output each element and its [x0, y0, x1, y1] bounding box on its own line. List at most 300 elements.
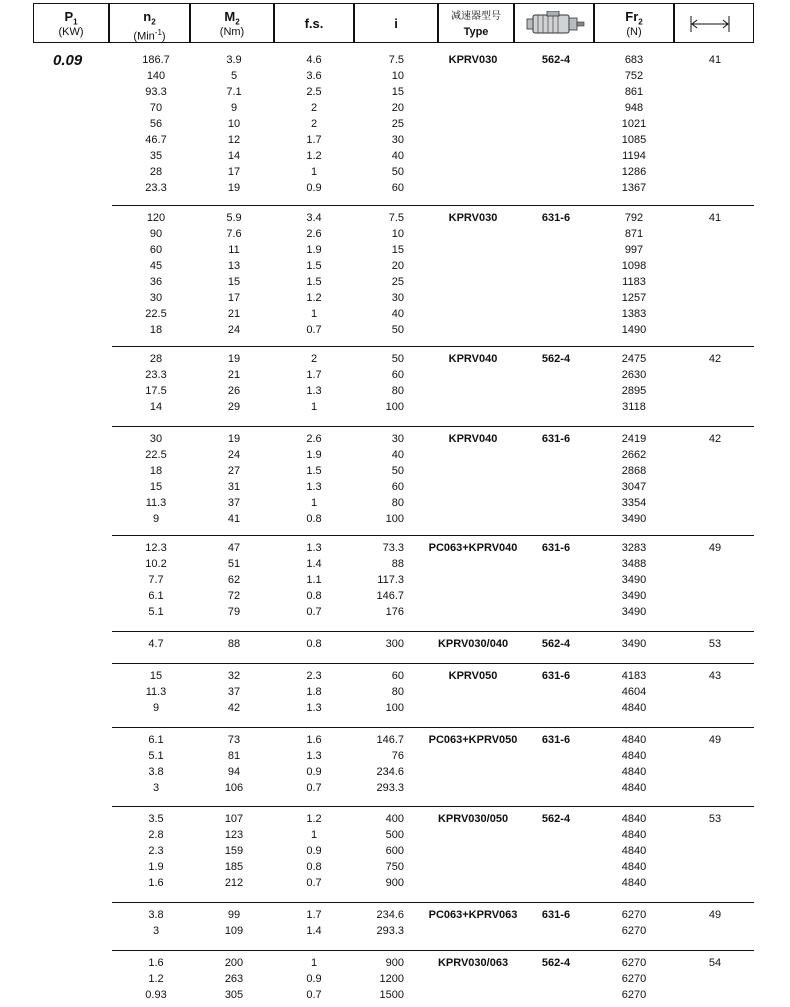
header-i	[354, 3, 438, 43]
m2-cell: 10	[227, 118, 241, 130]
fr2-cell: 3488	[621, 558, 647, 570]
n2-cell: 17.5	[145, 385, 167, 397]
n2-cell: 28	[149, 166, 163, 178]
m2-cell: 13	[227, 260, 241, 272]
m2-sub: 2	[235, 17, 240, 27]
fs-cell: 0.8	[306, 590, 322, 602]
fs-cell: 0.8	[306, 638, 322, 650]
fs-cell: 0.7	[306, 606, 322, 618]
header-m2	[190, 3, 274, 43]
fr2-cell: 4840	[621, 702, 647, 714]
n2-cell: 1.9	[148, 861, 164, 873]
m2-cell: 5	[230, 70, 238, 82]
fs-cell: 1.4	[306, 925, 322, 937]
i-cell: 76	[391, 750, 404, 762]
n2-cell: 1.2	[148, 973, 164, 985]
dimension-arrow-icon	[689, 14, 731, 34]
type-cell: PC063+KPRV063	[428, 909, 518, 921]
m2-cell: 7.1	[226, 86, 242, 98]
page-cell: 42	[708, 353, 722, 365]
m2-cell: 41	[227, 513, 241, 525]
fr2-cell: 4840	[621, 829, 647, 841]
fs-cell: 1	[310, 401, 318, 413]
fr2-cell: 3490	[621, 590, 647, 602]
fs-cell: 1.5	[306, 276, 322, 288]
fr2-cell: 3490	[621, 574, 647, 586]
m2-cell: 24	[227, 324, 241, 336]
m2-cell: 32	[227, 670, 241, 682]
page-cell: 53	[708, 813, 722, 825]
header-dimension	[674, 3, 754, 43]
motor-cell: 562-4	[541, 957, 571, 969]
i-cell: 80	[391, 686, 404, 698]
m2-label: M	[224, 9, 236, 24]
n2-cell: 9	[152, 513, 160, 525]
m2-cell: 81	[227, 750, 241, 762]
m2-cell: 9	[230, 102, 238, 114]
n2-cell: 15	[149, 670, 163, 682]
n2-cell: 22.5	[145, 449, 167, 461]
m2-cell: 19	[227, 433, 241, 445]
n2-cell: 23.3	[145, 182, 167, 194]
fr2-cell: 4840	[621, 766, 647, 778]
m2-cell: 159	[224, 845, 244, 857]
i-cell: 234.6	[376, 909, 404, 921]
fr2-cell: 1194	[622, 150, 646, 162]
fr2-cell: 1085	[621, 134, 647, 146]
fr2-cell: 1490	[621, 324, 647, 336]
group-divider	[112, 631, 754, 632]
n2-cell: 56	[149, 118, 163, 130]
m2-cell: 109	[224, 925, 244, 937]
n2-cell: 2.8	[148, 829, 164, 841]
fr2-cell: 792	[624, 212, 644, 224]
fs-cell: 1	[310, 497, 318, 509]
i-cell: 100	[385, 401, 404, 413]
i-cell: 60	[391, 369, 404, 381]
fr2-cell: 4840	[621, 813, 647, 825]
fs-cell: 2.6	[306, 228, 322, 240]
fs-cell: 1.9	[306, 449, 322, 461]
m2-cell: 27	[227, 465, 241, 477]
fr2-cell: 4840	[621, 734, 647, 746]
m2-cell: 305	[224, 989, 244, 1001]
i-cell: 146.7	[376, 734, 404, 746]
i-cell: 25	[391, 276, 404, 288]
n2-cell: 7.7	[148, 574, 164, 586]
group-divider	[112, 535, 754, 536]
m2-cell: 17	[227, 166, 241, 178]
fr2-cell: 1098	[621, 260, 647, 272]
header-motor	[514, 3, 594, 43]
page-cell: 54	[708, 957, 722, 969]
n2-cell: 18	[149, 465, 163, 477]
n2-cell: 22.5	[145, 308, 167, 320]
m2-cell: 200	[224, 957, 244, 969]
m2-cell: 42	[227, 702, 241, 714]
m2-cell: 5.9	[226, 212, 242, 224]
i-cell: 50	[391, 324, 404, 336]
i-cell: 900	[385, 877, 404, 889]
page-cell: 42	[708, 433, 722, 445]
fr2-label: Fr	[625, 9, 639, 24]
fr2-unit: (N)	[626, 26, 642, 38]
motor-cell: 631-6	[541, 542, 571, 554]
i-cell: 30	[391, 134, 404, 146]
m2-cell: 15	[227, 276, 241, 288]
fr2-cell: 3490	[621, 606, 647, 618]
fr2-cell: 1367	[621, 182, 647, 194]
fr2-cell: 1183	[622, 276, 646, 288]
group-divider	[112, 727, 754, 728]
m2-cell: 17	[227, 292, 241, 304]
fs-cell: 1.6	[306, 734, 322, 746]
fs-cell: 2.6	[306, 433, 322, 445]
m2-cell: 212	[224, 877, 244, 889]
n2-sub: 2	[151, 17, 156, 27]
fr2-cell: 752	[624, 70, 644, 82]
m2-cell: 37	[227, 686, 241, 698]
i-cell: 73.3	[382, 542, 404, 554]
fr2-cell: 3490	[621, 513, 647, 525]
i-cell: 1200	[379, 973, 404, 985]
i-cell: 60	[391, 182, 404, 194]
fr2-cell: 6270	[621, 973, 647, 985]
header-fr2	[594, 3, 674, 43]
fr2-cell: 2419	[621, 433, 647, 445]
fr2-cell: 1286	[621, 166, 647, 178]
m2-cell: 24	[227, 449, 241, 461]
m2-cell: 73	[227, 734, 241, 746]
fs-cell: 1	[310, 166, 318, 178]
n2-cell: 14	[149, 401, 163, 413]
i-cell: 50	[391, 353, 404, 365]
fs-cell: 1.2	[306, 150, 322, 162]
motor-cell: 631-6	[541, 433, 571, 445]
fs-cell: 1.8	[306, 686, 322, 698]
type-label-cn: 减速器型号	[451, 11, 501, 22]
n2-cell: 1.6	[148, 877, 164, 889]
fs-cell: 1.2	[306, 292, 322, 304]
fr2-cell: 1021	[621, 118, 647, 130]
i-cell: 293.3	[376, 782, 404, 794]
i-cell: 88	[391, 558, 404, 570]
group-divider	[112, 663, 754, 664]
motor-cell: 631-6	[541, 734, 571, 746]
fs-label: f.s.	[304, 16, 324, 31]
type-cell: PC063+KPRV050	[428, 734, 518, 746]
p1-unit: (KW)	[58, 26, 84, 38]
m2-cell: 123	[224, 829, 244, 841]
i-cell: 293.3	[376, 925, 404, 937]
motor-cell: 562-4	[541, 54, 571, 66]
m2-cell: 21	[227, 308, 241, 320]
group-divider	[112, 205, 754, 206]
motor-cell: 631-6	[541, 212, 571, 224]
n2-cell: 3	[152, 925, 160, 937]
fs-cell: 3.6	[306, 70, 322, 82]
fr2-cell: 4840	[621, 861, 647, 873]
n2-cell: 11.3	[145, 497, 167, 509]
motor-cell: 631-6	[541, 670, 571, 682]
i-cell: 500	[385, 829, 404, 841]
n2-cell: 28	[149, 353, 163, 365]
i-cell: 50	[391, 465, 404, 477]
header-fs	[274, 3, 354, 43]
power-value: 0.09	[53, 52, 83, 69]
m2-cell: 29	[227, 401, 241, 413]
n2-cell: 30	[149, 292, 163, 304]
fr2-cell: 4840	[621, 845, 647, 857]
motor-cell: 562-4	[541, 638, 571, 650]
motor-cell: 631-6	[541, 909, 571, 921]
n2-cell: 3.8	[148, 909, 164, 921]
fs-cell: 0.8	[306, 513, 322, 525]
page-cell: 53	[708, 638, 722, 650]
i-cell: 117.3	[377, 574, 404, 586]
n2-cell: 6.1	[148, 734, 164, 746]
type-cell: KPRV030/050	[437, 813, 509, 825]
i-label: i	[394, 16, 398, 31]
fr2-cell: 683	[624, 54, 644, 66]
group-divider	[112, 806, 754, 807]
i-cell: 176	[385, 606, 404, 618]
type-cell: KPRV030	[448, 212, 498, 224]
i-cell: 20	[391, 260, 404, 272]
m2-cell: 12	[227, 134, 241, 146]
fr2-cell: 997	[624, 244, 644, 256]
fs-cell: 1	[310, 957, 318, 969]
type-label: Type	[463, 26, 489, 38]
m2-cell: 51	[227, 558, 241, 570]
p1-label: P	[64, 9, 74, 24]
m2-cell: 263	[224, 973, 244, 985]
group-divider	[112, 902, 754, 903]
page-cell: 49	[708, 542, 722, 554]
i-cell: 60	[391, 481, 404, 493]
n2-cell: 11.3	[145, 686, 167, 698]
n2-cell: 120	[146, 212, 166, 224]
i-cell: 10	[391, 228, 404, 240]
i-cell: 25	[391, 118, 404, 130]
i-cell: 146.7	[376, 590, 404, 602]
m2-cell: 3.9	[226, 54, 242, 66]
fs-cell: 3.4	[306, 212, 322, 224]
type-cell: KPRV050	[448, 670, 498, 682]
fr2-cell: 871	[624, 228, 644, 240]
fs-cell: 0.8	[306, 861, 322, 873]
n2-cell: 0.93	[145, 989, 167, 1001]
fs-cell: 2	[310, 118, 318, 130]
fr2-cell: 2630	[621, 369, 647, 381]
i-cell: 750	[385, 861, 404, 873]
m2-cell: 26	[227, 385, 241, 397]
header-type	[438, 3, 514, 43]
fs-cell: 0.9	[306, 845, 322, 857]
n2-cell: 18	[149, 324, 163, 336]
fs-cell: 1.5	[306, 465, 322, 477]
header-p1	[33, 3, 109, 43]
m2-cell: 106	[224, 782, 244, 794]
i-cell: 900	[385, 957, 404, 969]
n2-cell: 46.7	[145, 134, 167, 146]
i-cell: 7.5	[388, 212, 404, 224]
m2-cell: 7.6	[226, 228, 242, 240]
m2-cell: 14	[227, 150, 241, 162]
n2-cell: 60	[149, 244, 163, 256]
fr2-cell: 3118	[622, 401, 646, 413]
fs-cell: 1.3	[306, 542, 322, 554]
fs-cell: 1.4	[306, 558, 322, 570]
i-cell: 300	[385, 638, 404, 650]
fs-cell: 1	[310, 829, 318, 841]
fr2-cell: 6270	[621, 925, 647, 937]
n2-cell: 3	[152, 782, 160, 794]
n2-cell: 15	[149, 481, 163, 493]
fr2-cell: 4604	[621, 686, 647, 698]
n2-unit-end: )	[161, 30, 166, 43]
page-cell: 49	[708, 734, 722, 746]
i-cell: 40	[391, 308, 404, 320]
fr2-cell: 6270	[621, 909, 647, 921]
i-cell: 40	[391, 449, 404, 461]
n2-cell: 36	[149, 276, 163, 288]
fs-cell: 1.7	[306, 369, 322, 381]
fs-cell: 1.3	[306, 750, 322, 762]
fs-cell: 2.3	[306, 670, 322, 682]
i-cell: 30	[391, 292, 404, 304]
fr2-cell: 2475	[621, 353, 647, 365]
m2-cell: 11	[228, 244, 240, 256]
fs-cell: 2.5	[306, 86, 322, 98]
fr2-cell: 3047	[621, 481, 647, 493]
fr2-cell: 4840	[621, 750, 647, 762]
fs-cell: 0.7	[306, 782, 322, 794]
fs-cell: 1.5	[306, 260, 322, 272]
fr2-cell: 948	[624, 102, 644, 114]
n2-cell: 3.5	[148, 813, 164, 825]
fs-cell: 1.3	[306, 481, 322, 493]
m2-cell: 107	[224, 813, 244, 825]
n2-cell: 93.3	[145, 86, 167, 98]
fr2-cell: 4840	[621, 782, 647, 794]
fs-cell: 1.3	[306, 702, 322, 714]
fr2-cell: 2895	[621, 385, 647, 397]
fr2-cell: 861	[624, 86, 644, 98]
i-cell: 10	[391, 70, 404, 82]
i-cell: 30	[391, 433, 404, 445]
page-cell: 41	[708, 212, 722, 224]
page-cell: 49	[708, 909, 722, 921]
n2-cell: 30	[149, 433, 163, 445]
n2-unit: (Min	[133, 30, 155, 43]
fr2-cell: 4183	[621, 670, 647, 682]
i-cell: 50	[391, 166, 404, 178]
fr2-cell: 1383	[621, 308, 647, 320]
m2-cell: 31	[227, 481, 241, 493]
i-cell: 234.6	[376, 766, 404, 778]
motor-cell: 562-4	[541, 353, 571, 365]
m2-cell: 37	[227, 497, 241, 509]
fs-cell: 1	[310, 308, 318, 320]
type-cell: KPRV030	[448, 54, 498, 66]
type-cell: KPRV040	[448, 353, 498, 365]
group-divider	[112, 346, 754, 347]
type-cell: KPRV030/040	[437, 638, 509, 650]
m2-cell: 62	[227, 574, 241, 586]
fs-cell: 1.7	[306, 909, 322, 921]
i-cell: 1500	[379, 989, 404, 1001]
i-cell: 80	[391, 497, 404, 509]
n2-cell: 70	[149, 102, 163, 114]
n2-cell: 12.3	[145, 542, 167, 554]
n2-sup: -1	[154, 28, 162, 37]
fs-cell: 2	[310, 102, 318, 114]
fs-cell: 1.3	[306, 385, 322, 397]
fs-cell: 0.9	[306, 973, 322, 985]
fr2-cell: 4840	[621, 877, 647, 889]
i-cell: 60	[391, 670, 404, 682]
n2-cell: 45	[149, 260, 163, 272]
n2-label: n	[143, 9, 152, 24]
page-cell: 43	[708, 670, 722, 682]
i-cell: 100	[385, 702, 404, 714]
fs-cell: 1.9	[306, 244, 322, 256]
type-cell: KPRV040	[448, 433, 498, 445]
motor-icon	[525, 11, 585, 37]
fs-cell: 0.9	[306, 766, 322, 778]
page-cell: 41	[708, 54, 722, 66]
n2-cell: 6.1	[148, 590, 164, 602]
m2-cell: 72	[227, 590, 241, 602]
i-cell: 15	[391, 86, 404, 98]
i-cell: 80	[391, 385, 404, 397]
m2-cell: 47	[227, 542, 241, 554]
fs-cell: 1.7	[306, 134, 322, 146]
fs-cell: 0.9	[306, 182, 322, 194]
motor-cell: 562-4	[541, 813, 571, 825]
m2-cell: 19	[227, 182, 241, 194]
n2-cell: 35	[149, 150, 163, 162]
fr2-sub: 2	[638, 17, 643, 27]
fr2-cell: 2662	[621, 449, 647, 461]
n2-cell: 5.1	[148, 750, 164, 762]
m2-cell: 88	[227, 638, 241, 650]
i-cell: 20	[391, 102, 404, 114]
fr2-cell: 6270	[621, 989, 647, 1001]
n2-cell: 186.7	[142, 54, 170, 66]
n2-cell: 4.7	[148, 638, 164, 650]
i-cell: 15	[391, 244, 404, 256]
fs-cell: 1.2	[306, 813, 322, 825]
n2-cell: 23.3	[145, 369, 167, 381]
fr2-cell: 3354	[621, 497, 647, 509]
group-divider	[112, 426, 754, 427]
i-cell: 40	[391, 150, 404, 162]
i-cell: 7.5	[388, 54, 404, 66]
i-cell: 400	[385, 813, 404, 825]
fs-cell: 0.7	[306, 877, 322, 889]
p1-sub: 1	[73, 17, 78, 27]
m2-cell: 99	[227, 909, 241, 921]
m2-cell: 19	[227, 353, 241, 365]
fr2-cell: 3490	[621, 638, 647, 650]
fr2-cell: 6270	[621, 957, 647, 969]
n2-cell: 9	[152, 702, 160, 714]
table-header	[0, 0, 790, 46]
fs-cell: 4.6	[306, 54, 322, 66]
type-cell: PC063+KPRV040	[428, 542, 518, 554]
